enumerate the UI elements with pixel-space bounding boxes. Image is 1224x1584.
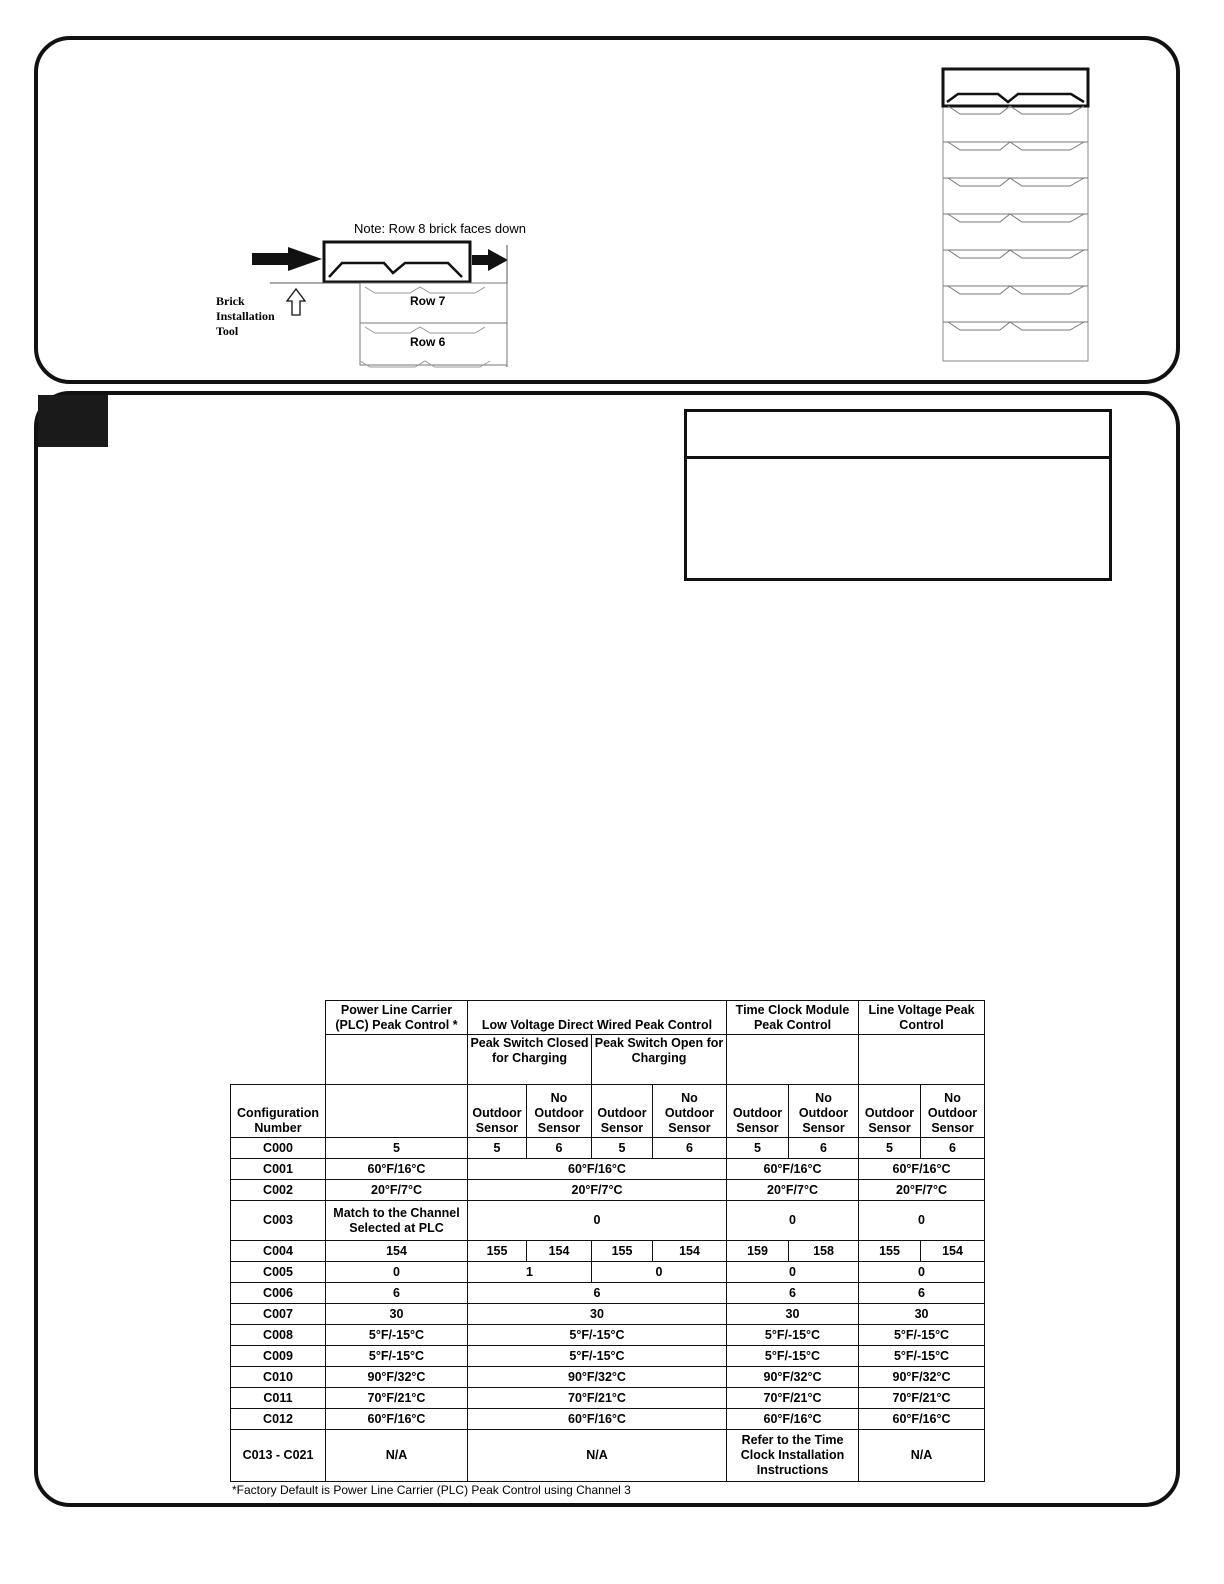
line-voltage-cell: 154 (921, 1241, 985, 1262)
brick-stack-figure (938, 64, 1094, 364)
time-clock-cell: 90°F/32°C (727, 1367, 859, 1388)
header-low-voltage: Low Voltage Direct Wired Peak Control (468, 1001, 727, 1035)
config-id-cell: C008 (231, 1325, 326, 1346)
table-row (231, 1304, 985, 1325)
line-voltage-cell: 6 (859, 1283, 985, 1304)
header-empty (859, 1035, 985, 1085)
header-empty (326, 1035, 468, 1085)
line-voltage-cell: 155 (859, 1241, 921, 1262)
low-voltage-cell: 0 (468, 1201, 727, 1241)
time-clock-cell: 20°F/7°C (727, 1180, 859, 1201)
low-voltage-cell: 6 (468, 1283, 727, 1304)
time-clock-cell: 0 (727, 1201, 859, 1241)
line-voltage-cell: 6 (921, 1138, 985, 1159)
line-voltage-cell: N/A (859, 1430, 985, 1482)
time-clock-cell: 5°F/-15°C (727, 1325, 859, 1346)
table-row (231, 1325, 985, 1346)
line-voltage-cell: 90°F/32°C (859, 1367, 985, 1388)
line-voltage-cell: 5 (859, 1138, 921, 1159)
config-id-cell: C012 (231, 1409, 326, 1430)
header-empty (326, 1085, 468, 1138)
table-row (231, 1409, 985, 1430)
table-footnote: *Factory Default is Power Line Carrier (PLC) Peak Control using Channel 3 (232, 1483, 631, 1497)
plc-cell: 6 (326, 1283, 468, 1304)
header-time-clock: Time Clock Module Peak Control (727, 1001, 859, 1035)
low-voltage-cell: 60°F/16°C (468, 1409, 727, 1430)
blank-cell (231, 1035, 326, 1085)
brick-installation-figure (200, 215, 540, 375)
table-row (231, 1283, 985, 1304)
low-voltage-cell: 60°F/16°C (468, 1159, 727, 1180)
configuration-table (230, 1000, 985, 1482)
header-outdoor-sensor: Outdoor Sensor (592, 1085, 653, 1138)
low-voltage-cell: 154 (527, 1241, 592, 1262)
line-voltage-cell: 5°F/-15°C (859, 1346, 985, 1367)
table-row (231, 1430, 985, 1482)
header-no-outdoor-sensor: No Outdoor Sensor (789, 1085, 859, 1138)
table-row (231, 1138, 985, 1159)
time-clock-cell: 0 (727, 1262, 859, 1283)
time-clock-cell: 60°F/16°C (727, 1409, 859, 1430)
line-voltage-cell: 0 (859, 1262, 985, 1283)
plc-cell: N/A (326, 1430, 468, 1482)
plc-cell: 5 (326, 1138, 468, 1159)
time-clock-cell: 30 (727, 1304, 859, 1325)
header-no-outdoor-sensor: No Outdoor Sensor (527, 1085, 592, 1138)
line-voltage-cell: 60°F/16°C (859, 1409, 985, 1430)
time-clock-cell: 6 (789, 1138, 859, 1159)
plc-cell: 90°F/32°C (326, 1367, 468, 1388)
config-id-cell: C003 (231, 1201, 326, 1241)
low-voltage-cell: 155 (468, 1241, 527, 1262)
table-row (231, 1262, 985, 1283)
plc-cell: 70°F/21°C (326, 1388, 468, 1409)
time-clock-cell: Refer to the Time Clock Installation Instructions (727, 1430, 859, 1482)
row8-note: Note: Row 8 brick faces down (354, 221, 526, 236)
table-row (231, 1180, 985, 1201)
tool-label-3: Tool (216, 324, 239, 338)
plc-cell: 30 (326, 1304, 468, 1325)
plc-cell: Match to the Channel Selected at PLC (326, 1201, 468, 1241)
config-id-cell: C002 (231, 1180, 326, 1201)
time-clock-cell: 158 (789, 1241, 859, 1262)
header-config-number: Configuration Number (231, 1085, 326, 1138)
config-id-cell: C001 (231, 1159, 326, 1180)
header-outdoor-sensor: Outdoor Sensor (859, 1085, 921, 1138)
low-voltage-cell: 70°F/21°C (468, 1388, 727, 1409)
line-voltage-cell: 70°F/21°C (859, 1388, 985, 1409)
time-clock-cell: 5°F/-15°C (727, 1346, 859, 1367)
config-id-cell: C000 (231, 1138, 326, 1159)
table-row (231, 1388, 985, 1409)
time-clock-cell: 6 (727, 1283, 859, 1304)
low-voltage-cell: 6 (527, 1138, 592, 1159)
blank-cell (231, 1001, 326, 1035)
plc-cell: 20°F/7°C (326, 1180, 468, 1201)
table-row (231, 1367, 985, 1388)
time-clock-cell: 60°F/16°C (727, 1159, 859, 1180)
config-id-cell: C009 (231, 1346, 326, 1367)
table-row (231, 1201, 985, 1241)
config-id-cell: C013 - C021 (231, 1430, 326, 1482)
config-id-cell: C006 (231, 1283, 326, 1304)
header-line-voltage: Line Voltage Peak Control (859, 1001, 985, 1035)
plc-cell: 5°F/-15°C (326, 1325, 468, 1346)
table-row (231, 1159, 985, 1180)
low-voltage-cell: 5 (468, 1138, 527, 1159)
header-switch-closed: Peak Switch Closed for Charging (468, 1035, 592, 1085)
plc-cell: 154 (326, 1241, 468, 1262)
header-switch-open: Peak Switch Open for Charging (592, 1035, 727, 1085)
time-clock-cell: 159 (727, 1241, 789, 1262)
header-no-outdoor-sensor: No Outdoor Sensor (921, 1085, 985, 1138)
low-voltage-cell: 5 (592, 1138, 653, 1159)
note-box (684, 409, 1112, 581)
note-box-header (687, 412, 1109, 459)
header-plc: Power Line Carrier (PLC) Peak Control * (326, 1001, 468, 1035)
low-voltage-cell: 5°F/-15°C (468, 1346, 727, 1367)
line-voltage-cell: 60°F/16°C (859, 1159, 985, 1180)
table-row (231, 1241, 985, 1262)
time-clock-cell: 70°F/21°C (727, 1388, 859, 1409)
table-row (231, 1346, 985, 1367)
low-voltage-cell: 155 (592, 1241, 653, 1262)
low-voltage-cell: N/A (468, 1430, 727, 1482)
low-voltage-cell: 6 (653, 1138, 727, 1159)
config-id-cell: C004 (231, 1241, 326, 1262)
line-voltage-cell: 30 (859, 1304, 985, 1325)
step-number-block (38, 395, 108, 447)
line-voltage-cell: 5°F/-15°C (859, 1325, 985, 1346)
row7-label: Row 7 (410, 294, 446, 308)
plc-cell: 60°F/16°C (326, 1159, 468, 1180)
header-outdoor-sensor: Outdoor Sensor (468, 1085, 527, 1138)
plc-cell: 5°F/-15°C (326, 1346, 468, 1367)
plc-cell: 60°F/16°C (326, 1409, 468, 1430)
low-voltage-cell: 90°F/32°C (468, 1367, 727, 1388)
config-id-cell: C005 (231, 1262, 326, 1283)
line-voltage-cell: 0 (859, 1201, 985, 1241)
config-id-cell: C007 (231, 1304, 326, 1325)
low-voltage-cell: 5°F/-15°C (468, 1325, 727, 1346)
row6-label: Row 6 (410, 335, 446, 349)
line-voltage-cell: 20°F/7°C (859, 1180, 985, 1201)
header-empty (727, 1035, 859, 1085)
low-voltage-cell: 20°F/7°C (468, 1180, 727, 1201)
header-no-outdoor-sensor: No Outdoor Sensor (653, 1085, 727, 1138)
tool-label-1: Brick (216, 294, 245, 308)
header-outdoor-sensor: Outdoor Sensor (727, 1085, 789, 1138)
low-voltage-cell: 154 (653, 1241, 727, 1262)
low-voltage-cell: 0 (592, 1262, 727, 1283)
config-id-cell: C011 (231, 1388, 326, 1409)
time-clock-cell: 5 (727, 1138, 789, 1159)
low-voltage-cell: 1 (468, 1262, 592, 1283)
config-id-cell: C010 (231, 1367, 326, 1388)
tool-label-2: Installation (216, 309, 275, 323)
plc-cell: 0 (326, 1262, 468, 1283)
low-voltage-cell: 30 (468, 1304, 727, 1325)
